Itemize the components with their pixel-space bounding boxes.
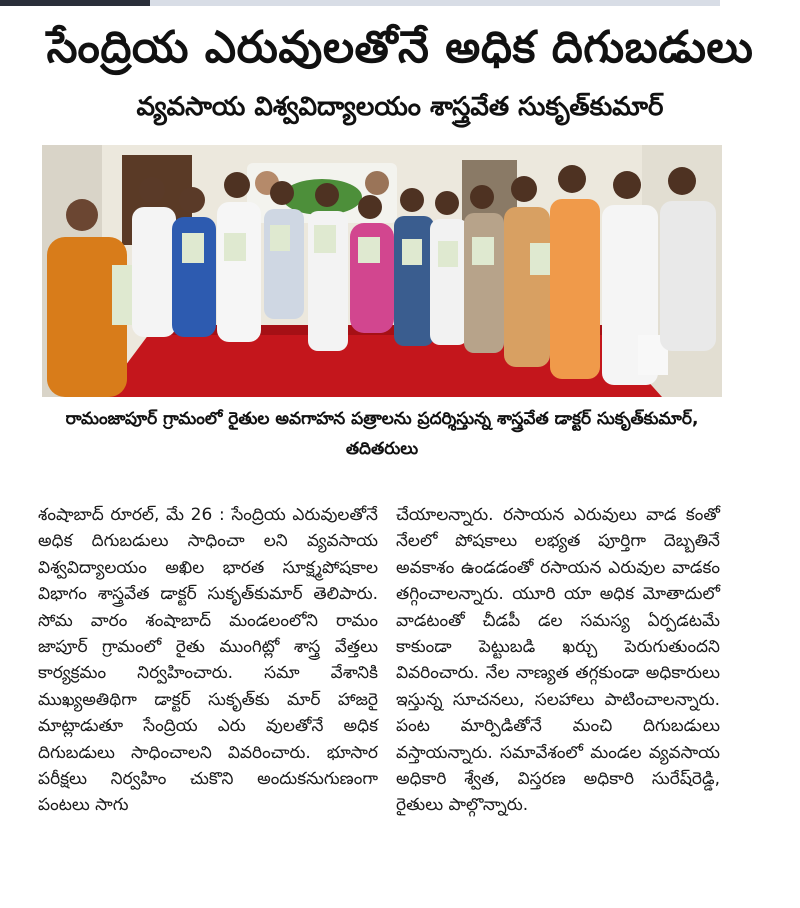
article-text-right: చేయాలన్నారు. రసాయన ఎరువులు వాడ కంతో నేలలో పోషకాలు లభ్యత పూర్తిగా దెబ్బతినే అవకాశం ఉండడంతో రసాయన ఎరువుల వాడకం తగ్గించాలన్నారు. యూరి యా అధిక మోతాదులో వాడటంతో చీడపీ డల సమస్య ఏర్పడటమే కాకుండా పెట్టుబడి ఖర్చు పెరుగుతుందని వివరించారు. నేల నాణ్యత తగ్గకుండా అధికారులు ఇస్తున్న సూచనలు, సలహాలు పాటించాలన్నారు. పంట మార్పిడితోనే మంచి దిగుబడులు వస్తాయన్నారు. సమావేశంలో మండల వ్యవసాయ అధికారి శ్వేత, విస్తరణ అధికారి సురేష్‌రెడ్డి, రైతులు పాల్గొన్నారు. xyxy=(396,505,720,816)
photo-caption: రామంజాపూర్ గ్రామంలో రైతుల అవగాహన పత్రాలను ప్రదర్శిస్తున్న శాస్త్రవేత డాక్టర్ సుకృత్‌కుమార్, తదితరులు xyxy=(65,409,699,459)
top-rule xyxy=(0,0,720,6)
article-column-right xyxy=(396,502,720,819)
article-column-left xyxy=(38,502,378,819)
news-photo xyxy=(42,145,722,397)
subheadline: వ్యవసాయ విశ్వవిద్యాలయం శాస్త్రవేత సుకృత్‌కుమార్ xyxy=(136,92,664,122)
article-text-left: శంషాబాద్ రూరల్, మే 26 : సేంద్రియ ఎరువులతోనే అధిక దిగుబడులు సాధించా లని వ్యవసాయ విశ్వవిద్యాలయం అఖిల భారత సూక్ష్మపోషకాల విభాగం శాస్త్రవేత డాక్టర్ సుకృత్‌కుమార్ తెలిపారు. సోమ వారం శంషాబాద్ మండలంలోని రామం జాపూర్ గ్రామంలో రైతు ముంగిట్లో శాస్త్ర వేత్తలు కార్యక్రమం నిర్వహించారు. సమా వేశానికి ముఖ్యఅతిథిగా డాక్టర్ సుకృత్‌కు మార్ హాజరై మాట్లాడుతూ సేంద్రియ ఎరు వులతోనే అధిక దిగుబడులు సాధించాలని వివరించారు. భూసార పరీక్షలు నిర్వహిం చుకొని అందుకనుగుణంగా పంటలు సాగు xyxy=(38,505,378,816)
headline: సేంద్రియ ఎరువులతోనే అధిక దిగుబడులు xyxy=(46,22,754,73)
